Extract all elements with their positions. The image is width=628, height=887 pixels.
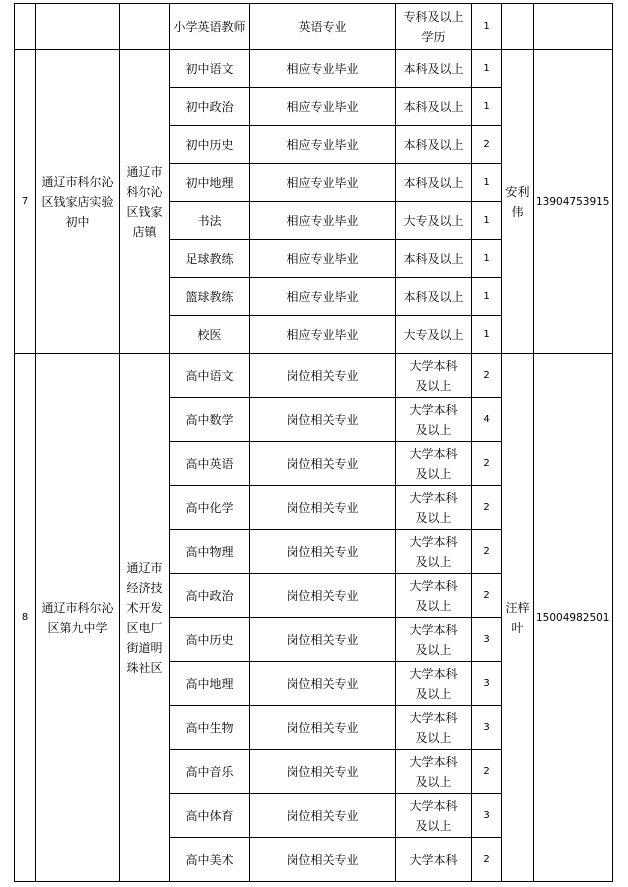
count-cell: 1 [472,240,502,278]
subject-cell: 初中历史 [170,126,250,164]
count-cell: 1 [472,316,502,354]
major-cell: 岗位相关专业 [250,618,396,662]
school-name-cell: 通辽市科尔沁区钱家店实验初中 [36,50,120,354]
education-line: 大学本科 [409,666,458,681]
location-cell: 通辽市科尔沁区钱家店镇 [120,50,170,354]
major-cell: 相应专业毕业 [250,278,396,316]
location-cell: 通辽市经济技术开发区电厂街道明珠社区 [120,354,170,882]
education-cell: 大专及以上 [396,202,472,240]
count-cell: 1 [472,4,502,50]
count-cell: 2 [472,442,502,486]
major-cell: 岗位相关专业 [250,486,396,530]
education-cell [396,838,472,882]
education-line: 大学本科 [409,534,458,549]
education-cell: 大专及以上 [396,316,472,354]
education-cell [396,442,472,486]
subject-cell: 小学英语教师 [170,4,250,50]
contact-name-cell: 安利伟 [502,50,534,354]
major-cell: 相应专业毕业 [250,316,396,354]
count-cell: 3 [472,662,502,706]
major-cell: 岗位相关专业 [250,530,396,574]
table-row [15,4,613,50]
education-cell: 本科及以上 [396,240,472,278]
major-cell: 岗位相关专业 [250,354,396,398]
education-cell [396,398,472,442]
education-line: 及以上 [415,422,452,437]
education-cell [396,486,472,530]
education-line: 及以上 [415,642,452,657]
major-cell: 相应专业毕业 [250,240,396,278]
count-cell: 1 [472,50,502,88]
count-cell: 3 [472,706,502,750]
education-cell [396,354,472,398]
recruitment-table [14,3,613,882]
count-cell: 2 [472,750,502,794]
education-cell [396,750,472,794]
count-cell: 2 [472,838,502,882]
education-line: 大学本科 [409,446,458,461]
education-line: 大学本科 [409,402,458,417]
count-cell: 4 [472,398,502,442]
school-name-cell: 通辽市科尔沁区第九中学 [36,354,120,882]
subject-cell: 高中地理 [170,662,250,706]
major-cell: 岗位相关专业 [250,750,396,794]
education-cell: 本科及以上 [396,88,472,126]
contact-name-cell: 汪梓叶 [502,354,534,882]
subject-cell: 足球教练 [170,240,250,278]
count-cell: 1 [472,202,502,240]
education-cell [396,530,472,574]
major-cell: 岗位相关专业 [250,442,396,486]
subject-cell: 高中数学 [170,398,250,442]
subject-cell: 高中物理 [170,530,250,574]
school-cell [36,4,120,50]
education-line: 大学本科 [409,622,458,637]
major-cell: 岗位相关专业 [250,794,396,838]
education-cell [396,618,472,662]
education-line: 及以上 [415,598,452,613]
education-line: 大学本科 [409,578,458,593]
education-cell [396,794,472,838]
subject-cell: 高中生物 [170,706,250,750]
education-line: 及以上 [415,554,452,569]
education-line: 大学本科 [409,358,458,373]
major-cell: 相应专业毕业 [250,202,396,240]
index-cell [15,4,36,50]
education-cell [396,706,472,750]
subject-cell: 高中音乐 [170,750,250,794]
subject-cell: 篮球教练 [170,278,250,316]
subject-cell: 高中英语 [170,442,250,486]
contact-cell [502,4,534,50]
count-cell: 1 [472,88,502,126]
major-cell: 相应专业毕业 [250,88,396,126]
phone-cell: 13904753915 [534,50,613,354]
count-cell: 2 [472,530,502,574]
education-line: 及以上 [415,510,452,525]
education-line: 大学本科 [409,798,458,813]
major-cell: 相应专业毕业 [250,126,396,164]
count-cell: 2 [472,486,502,530]
subject-cell: 书法 [170,202,250,240]
major-cell: 相应专业毕业 [250,164,396,202]
education-cell [396,574,472,618]
count-cell: 3 [472,794,502,838]
major-cell: 相应专业毕业 [250,50,396,88]
education-line: 及以上 [415,466,452,481]
education-cell: 本科及以上 [396,126,472,164]
subject-cell: 校医 [170,316,250,354]
education-line: 及以上 [415,774,452,789]
subject-cell: 高中体育 [170,794,250,838]
table-row [15,50,613,88]
count-cell: 2 [472,574,502,618]
count-cell: 1 [472,164,502,202]
education-cell: 本科及以上 [396,50,472,88]
location-cell [120,4,170,50]
count-cell: 3 [472,618,502,662]
subject-cell: 初中语文 [170,50,250,88]
subject-cell: 高中语文 [170,354,250,398]
subject-cell: 高中美术 [170,838,250,882]
education-line: 及以上 [415,686,452,701]
phone-cell: 15004982501 [534,354,613,882]
count-cell: 1 [472,278,502,316]
subject-cell: 初中政治 [170,88,250,126]
index-cell: 8 [15,354,36,882]
education-line: 及以上 [415,378,452,393]
education-cell [396,662,472,706]
count-cell: 2 [472,354,502,398]
education-line: 大学本科 [409,852,458,867]
education-line: 及以上 [415,818,452,833]
major-cell: 岗位相关专业 [250,706,396,750]
major-cell: 岗位相关专业 [250,398,396,442]
education-line: 大学本科 [409,710,458,725]
education-cell: 专科及以上学历 [396,4,472,50]
major-cell: 岗位相关专业 [250,838,396,882]
subject-cell: 高中化学 [170,486,250,530]
major-cell: 岗位相关专业 [250,662,396,706]
index-cell: 7 [15,50,36,354]
major-cell: 英语专业 [250,4,396,50]
education-cell: 本科及以上 [396,164,472,202]
count-cell: 2 [472,126,502,164]
major-cell: 岗位相关专业 [250,574,396,618]
subject-cell: 高中政治 [170,574,250,618]
education-line: 大学本科 [409,754,458,769]
table-row [15,354,613,398]
education-cell: 本科及以上 [396,278,472,316]
subject-cell: 初中地理 [170,164,250,202]
subject-cell: 高中历史 [170,618,250,662]
education-line: 及以上 [415,730,452,745]
education-line: 大学本科 [409,490,458,505]
phone-cell [534,4,613,50]
